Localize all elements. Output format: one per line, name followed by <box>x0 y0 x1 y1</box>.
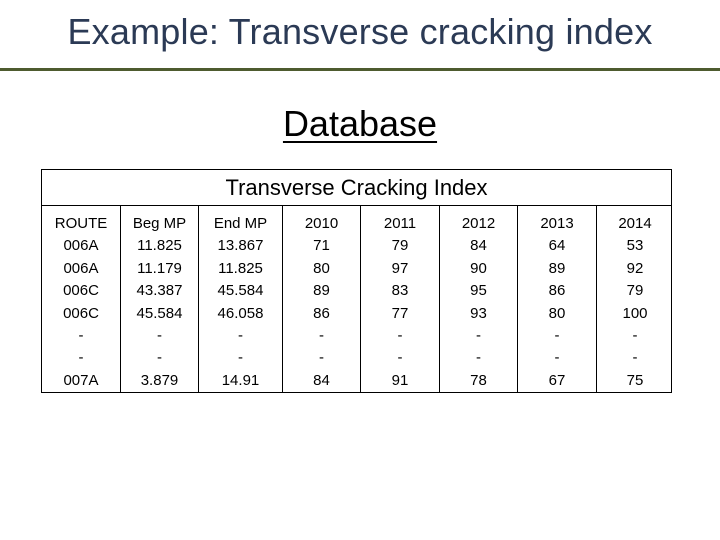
column-header: 2012 <box>461 215 496 232</box>
table-cell: 75 <box>626 371 644 389</box>
table-cell: 43.387 <box>136 282 183 300</box>
table-cell: - <box>78 326 84 344</box>
table-cell: 3.879 <box>140 371 179 389</box>
column-header: ROUTE <box>54 215 108 232</box>
table-cell: 45.584 <box>136 304 183 322</box>
table-cell: 006C <box>63 304 99 322</box>
table-column <box>597 206 673 392</box>
table-cell: - <box>238 349 243 367</box>
table-cell: - <box>319 349 324 367</box>
table-cell: - <box>238 326 243 344</box>
table-column <box>283 206 361 392</box>
table-cell: - <box>554 349 560 367</box>
table-cell: 79 <box>626 282 644 300</box>
column-header: 2014 <box>618 215 652 232</box>
table-cell: 95 <box>470 282 487 300</box>
table-cell: 84 <box>470 237 487 255</box>
data-table <box>41 169 672 393</box>
table-caption: Transverse Cracking Index <box>42 170 671 206</box>
table-cell: - <box>397 326 403 344</box>
table-cell: 91 <box>391 371 409 389</box>
table-cell: 86 <box>313 304 330 322</box>
table-cell: 80 <box>548 304 566 322</box>
table-column <box>440 206 518 392</box>
table-cell: 84 <box>313 371 330 389</box>
column-header: 2013 <box>540 215 574 232</box>
table-cell: 11.179 <box>137 259 182 277</box>
table-cell: - <box>157 326 162 344</box>
table-cell: - <box>157 349 162 367</box>
table-cell: 100 <box>622 304 648 322</box>
table-cell: 11.825 <box>137 237 182 255</box>
title-divider <box>0 68 720 71</box>
table-cell: 86 <box>548 282 566 300</box>
table-cell: 46.058 <box>217 304 264 322</box>
table-cell: 92 <box>626 259 644 277</box>
table-cell: 79 <box>391 237 409 255</box>
table-cell: 93 <box>470 304 487 322</box>
table-cell: 80 <box>313 259 330 277</box>
table-cell: 71 <box>313 237 330 255</box>
table-cell: 97 <box>391 259 409 277</box>
table-cell: 90 <box>470 259 487 277</box>
table-cell: 64 <box>548 237 566 255</box>
table-cell: 11.825 <box>218 259 263 277</box>
column-header: End MP <box>213 215 268 232</box>
table-cell: - <box>554 326 560 344</box>
column-header: 2011 <box>383 215 417 232</box>
column-header: Beg MP <box>132 215 187 232</box>
table-cell: - <box>319 326 324 344</box>
table-cell: - <box>632 326 638 344</box>
table-column <box>199 206 283 392</box>
table-cell: 006A <box>63 259 99 277</box>
table-cell: 45.584 <box>217 282 264 300</box>
slide-subtitle: Database <box>282 103 438 144</box>
table-cell: 13.867 <box>217 237 264 255</box>
table-column <box>518 206 597 392</box>
table-cell: - <box>78 349 84 367</box>
table-cell: - <box>397 349 403 367</box>
table-column <box>121 206 199 392</box>
table-column <box>42 206 121 392</box>
table-cell: 53 <box>626 237 644 255</box>
table-cell: - <box>476 349 481 367</box>
table-cell: 006A <box>63 237 99 255</box>
table-cell: 77 <box>391 304 409 322</box>
table-cell: 67 <box>548 371 566 389</box>
table-cell: 89 <box>313 282 330 300</box>
table-cell: - <box>632 349 638 367</box>
table-cell: 14.91 <box>221 371 260 389</box>
table-column <box>361 206 440 392</box>
table-cell: 006C <box>63 282 99 300</box>
table-cell: - <box>476 326 481 344</box>
slide-title: Example: Transverse cracking index <box>67 11 653 52</box>
table-cell: 78 <box>470 371 487 389</box>
column-header: 2010 <box>304 215 339 232</box>
table-cell: 83 <box>391 282 409 300</box>
table-cell: 89 <box>548 259 566 277</box>
table-cell: 007A <box>63 371 99 389</box>
